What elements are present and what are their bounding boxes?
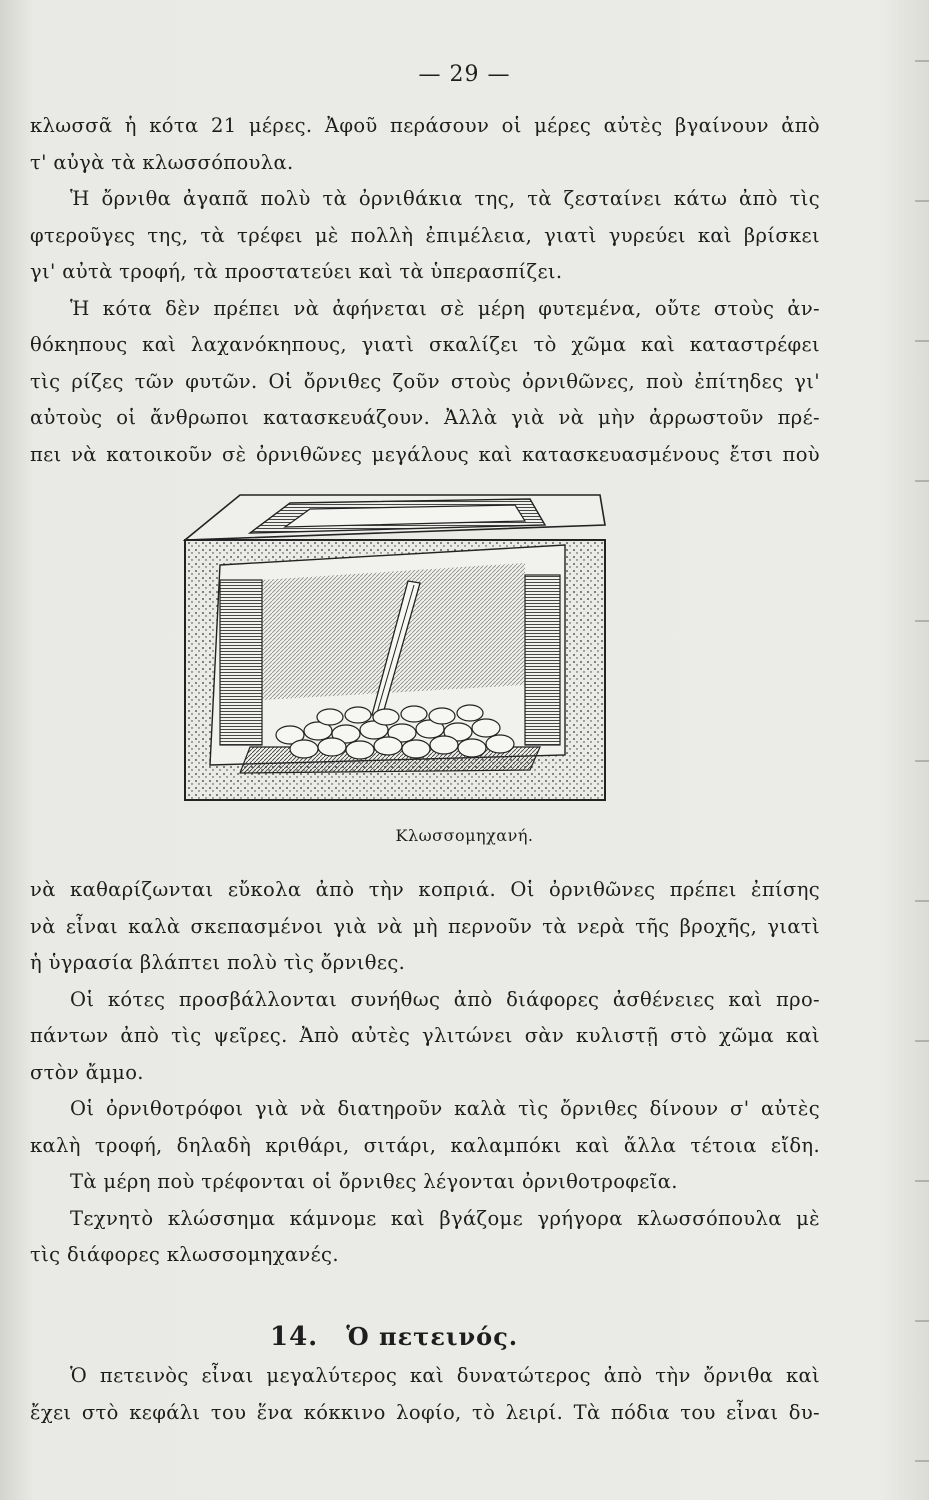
figure-caption: Κλωσσομηχανή. xyxy=(395,826,534,845)
text-line: Ἡ κότα δὲν πρέπει νὰ ἀφήνεται σὲ μέρη φυτεμένα, οὔτε στοὺς ἀν- xyxy=(70,296,820,320)
text-line: νὰ καθαρίζωνται εὔκολα ἀπὸ τὴν κοπριά. Οἱ ὀρνιθῶνες πρέπει ἐπίσης xyxy=(30,878,820,901)
text-line: αὐτοὺς οἱ ἄνθρωποι κατασκευάζουν. Ἀλλὰ γιὰ νὰ μὴν ἀρρωστοῦν πρέ- xyxy=(30,406,820,429)
text-line: τὶς ρίζες τῶν φυτῶν. Οἱ ὄρνιθες ζοῦν στοὺς ὀρνιθῶνες, ποὺ ἐπίτηδες γι' xyxy=(30,369,820,393)
text-line: τ' αὐγὰ τὰ κλωσσόπουλα. xyxy=(30,150,294,174)
incubator-illustration xyxy=(180,485,620,803)
text-line: πάντων ἀπὸ τὶς ψεῖρες. Ἀπὸ αὐτὲς γλιτώνει σὰν κυλιστῇ στὸ χῶμα καὶ xyxy=(30,1024,820,1047)
text-line: Οἱ κότες προσβάλλονται συνήθως ἀπὸ διάφορες ἀσθένειες καὶ προ- xyxy=(70,987,820,1011)
text-line: Ὁ πετεινὸς εἶναι μεγαλύτερος καὶ δυνατώτερος ἀπὸ τὴν ὄρνιθα καὶ xyxy=(70,1364,820,1387)
incubator-drawing xyxy=(180,485,620,803)
section-heading xyxy=(270,1322,518,1352)
text-block-top xyxy=(30,108,820,473)
text-block-bottom xyxy=(30,872,820,1274)
text-block-section xyxy=(30,1358,820,1431)
text-line: Τὰ μέρη ποὺ τρέφονται οἱ ὄρνιθες λέγονται ὀρνιθοτροφεῖα. xyxy=(70,1170,678,1193)
text-line: καλὴ τροφή, δηλαδὴ κριθάρι, σιτάρι, καλαμπόκι καὶ ἄλλα τέτοια εἴδη. xyxy=(30,1133,820,1157)
section-number: 14. xyxy=(270,1322,319,1352)
text-line: ἔχει στὸ κεφάλι του ἕνα κόκκινο λοφίο, τὸ λειρί. Τὰ πόδια του εἶναι δυ- xyxy=(30,1400,820,1424)
page-number: — 29 — xyxy=(418,62,511,87)
text-line: φτεροῦγες της, τὰ τρέφει μὲ πολλὴ ἐπιμέλεια, γιατὶ γυρεύει καὶ βρίσκει xyxy=(30,223,820,247)
text-line: γι' αὐτὰ τροφή, τὰ προστατεύει καὶ τὰ ὑπερασπίζει. xyxy=(30,260,563,283)
text-line: τὶς διάφορες κλωσσομηχανές. xyxy=(30,1243,339,1266)
text-line: κλωσσᾶ ἡ κότα 21 μέρες. Ἀφοῦ περάσουν οἱ μέρες αὐτὲς βγαίνουν ἀπὸ xyxy=(30,114,820,137)
section-title: Ὁ πετεινός. xyxy=(346,1322,519,1351)
page-edge xyxy=(915,0,929,1500)
text-line: ἡ ὑγρασία βλάπτει πολὺ τὶς ὄρνιθες. xyxy=(30,951,406,974)
text-line: Ἡ ὄρνιθα ἀγαπᾶ πολὺ τὰ ὀρνιθάκια της, τὰ ζεσταίνει κάτω ἀπὸ τὶς xyxy=(70,187,820,210)
text-line: νὰ εἶναι καλὰ σκεπασμένοι γιὰ νὰ μὴ περνοῦν τὰ νερὰ τῆς βροχῆς, γιατὶ xyxy=(30,914,820,938)
text-line: θόκηπους καὶ λαχανόκηπους, γιατὶ σκαλίζει τὸ χῶμα καὶ καταστρέφει xyxy=(30,333,820,356)
text-line: Οἱ ὀρνιθοτρόφοι γιὰ νὰ διατηροῦν καλὰ τὶς ὄρνιθες δίνουν σ' αὐτὲς xyxy=(70,1097,820,1120)
text-line: Τεχνητὸ κλώσσημα κάμνομε καὶ βγάζομε γρήγορα κλωσσόπουλα μὲ xyxy=(70,1206,820,1230)
text-line: πει νὰ κατοικοῦν σὲ ὀρνιθῶνες μεγάλους καὶ κατασκευασμένους ἔτσι ποὺ xyxy=(30,442,820,466)
text-line: στὸν ἄμμο. xyxy=(30,1060,144,1084)
